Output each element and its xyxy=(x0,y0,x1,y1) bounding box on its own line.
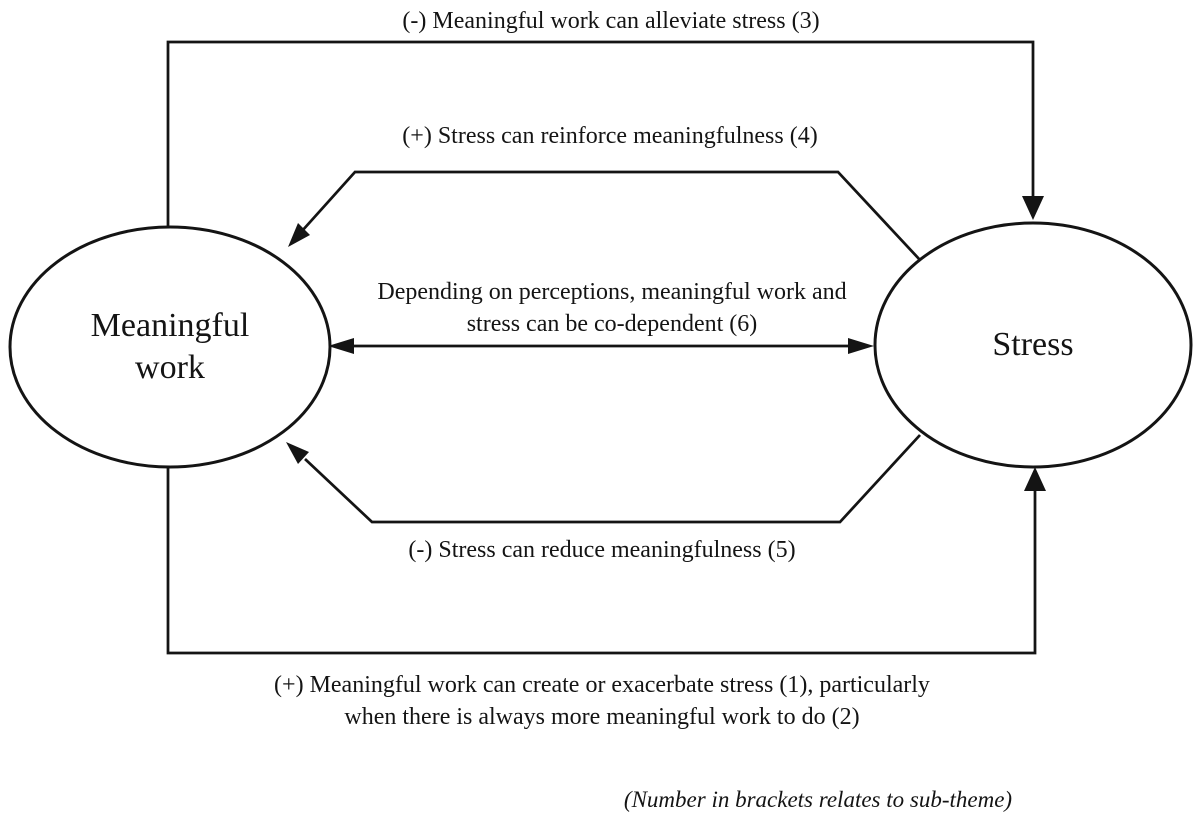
edge-label-reinforce: (+) Stress can reinforce meaningfulness (4) xyxy=(402,123,818,149)
edge-label-exacerbate-line2: when there is always more meaningful work to do (2) xyxy=(344,704,860,730)
edge-alleviate-arrowhead-icon xyxy=(1022,196,1044,220)
stress-node-label: Stress xyxy=(992,326,1074,363)
meaningful-work-label-line2: work xyxy=(135,349,205,386)
edge-label-codependent-line2: stress can be co-dependent (6) xyxy=(466,311,758,337)
edge-label-codependent-line1: Depending on perceptions, meaningful work and xyxy=(377,279,847,305)
edge-exacerbate-arrowhead-icon xyxy=(1024,467,1046,491)
meaningful-work-label-line1: Meaningful xyxy=(90,307,250,344)
edge-label-exacerbate xyxy=(152,669,1052,733)
edge-label-reduce: (-) Stress can reduce meaningfulness (5) xyxy=(408,537,796,563)
edge-reinforce-line xyxy=(302,172,920,260)
meaningful-work-node-label xyxy=(10,227,330,467)
edge-codependent-left-arrowhead-icon xyxy=(328,338,354,354)
edge-codependent-right-arrowhead-icon xyxy=(848,338,874,354)
edge-label-exacerbate-line1: (+) Meaningful work can create or exacerbate stress (1), particularly xyxy=(274,672,930,698)
edge-label-codependent xyxy=(212,276,1012,340)
figure-footnote: (Number in brackets relates to sub-theme) xyxy=(623,787,1013,812)
edge-reduce-line xyxy=(305,435,920,522)
edge-label-alleviate: (-) Meaningful work can alleviate stress (3) xyxy=(402,8,820,34)
